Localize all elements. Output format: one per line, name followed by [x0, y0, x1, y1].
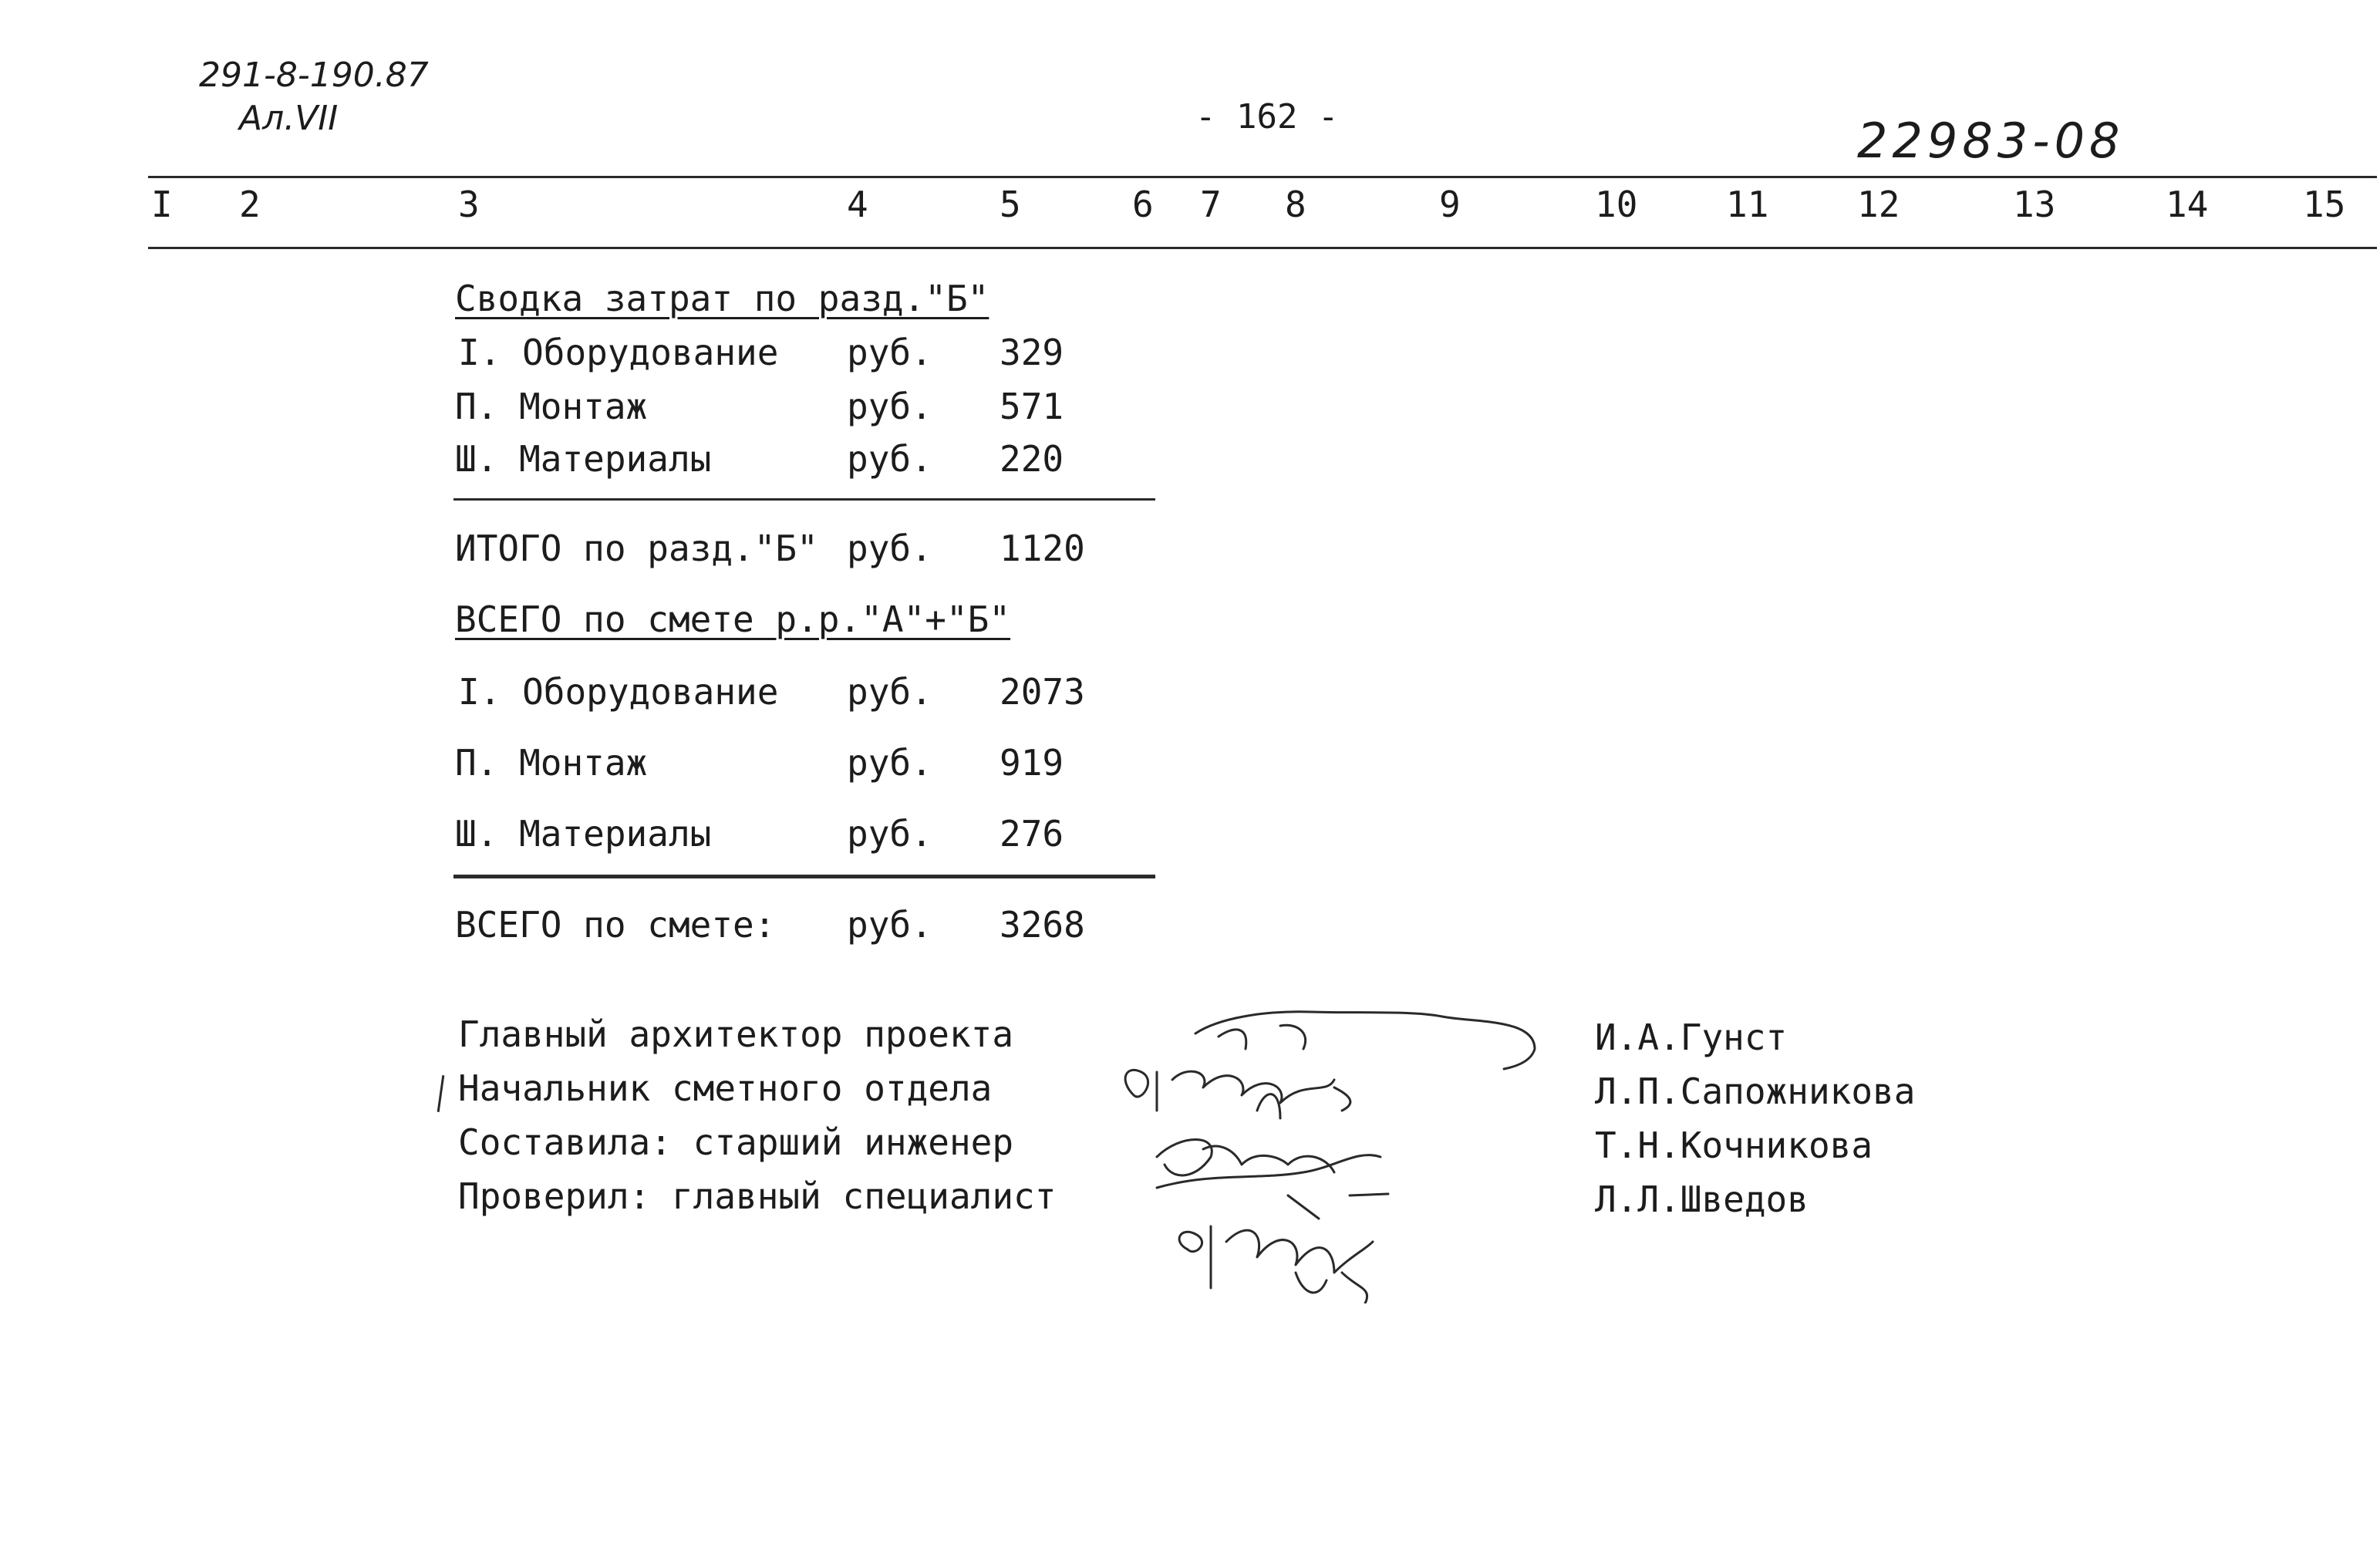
column-number: 8	[1285, 184, 1306, 225]
column-number: 2	[239, 184, 261, 225]
signatory-role: Составила: старший инженер	[458, 1121, 1014, 1163]
signatory-name: И.А.Гунст	[1595, 1017, 1788, 1058]
column-number: 10	[1595, 184, 1638, 225]
section-b-row-label: I. Оборудование	[458, 332, 779, 373]
grand-total-row-label: П. Монтаж	[455, 742, 648, 784]
section-b-row-unit: руб.	[847, 332, 932, 373]
grand-total-row-label: Ш. Материалы	[455, 813, 712, 855]
section-b-row-unit: руб.	[847, 386, 932, 427]
signatory-role: Начальник сметного отдела	[458, 1067, 993, 1109]
section-b-title: Сводка затрат по разд."Б"	[455, 278, 989, 319]
section-b-row-value: 571	[1000, 386, 1064, 427]
column-number: 14	[2166, 184, 2209, 225]
grand-total-sum-rule	[453, 875, 1155, 878]
section-b-row-value: 220	[1000, 438, 1064, 480]
album-number: Ал.VII	[239, 99, 339, 138]
column-number: 4	[847, 184, 868, 225]
column-number: 5	[1000, 184, 1021, 225]
section-b-row-unit: руб.	[847, 438, 932, 480]
grand-total-row-unit: руб.	[847, 671, 932, 713]
section-b-sum-rule	[453, 498, 1155, 501]
section-b-total-label: ИТОГО по разд."Б"	[455, 528, 818, 569]
header-top-rule	[148, 176, 2377, 178]
grand-total-row-value: 2073	[1000, 671, 1085, 713]
header-bottom-rule	[148, 247, 2377, 249]
grand-total-value: 3268	[1000, 904, 1085, 946]
handwritten-signatures	[1103, 995, 1566, 1303]
grand-total-row-unit: руб.	[847, 813, 932, 855]
section-b-row-label: П. Монтаж	[455, 386, 648, 427]
margin-mark	[437, 1075, 445, 1112]
signatory-name: Л.П.Сапожникова	[1595, 1071, 1916, 1112]
signatory-role: Проверил: главный специалист	[458, 1175, 1057, 1217]
grand-total-row-value: 919	[1000, 742, 1064, 784]
page-number: - 162 -	[1195, 97, 1339, 137]
grand-total-unit: руб.	[847, 904, 932, 946]
signatory-name: Т.Н.Кочникова	[1595, 1124, 1873, 1166]
section-b-row-label: Ш. Материалы	[455, 438, 712, 480]
signatory-role: Главный архитектор проекта	[458, 1013, 1014, 1055]
column-number: 11	[1726, 184, 1769, 225]
column-number: 12	[1857, 184, 1900, 225]
grand-total-row-label: I. Оборудование	[458, 671, 779, 713]
section-b-total-unit: руб.	[847, 528, 932, 569]
signatory-name: Л.Л.Шведов	[1595, 1178, 1809, 1220]
document-code: 291-8-190.87	[199, 56, 429, 95]
grand-total-row-unit: руб.	[847, 742, 932, 784]
grand-total-label: ВСЕГО по смете:	[455, 904, 776, 946]
grand-total-row-value: 276	[1000, 813, 1064, 855]
column-number: 6	[1132, 184, 1154, 225]
section-b-row-value: 329	[1000, 332, 1064, 373]
grand-total-title: ВСЕГО по смете р.р."А"+"Б"	[455, 598, 1011, 640]
inventory-number: 22983-08	[1857, 113, 2125, 169]
section-b-total-value: 1120	[1000, 528, 1085, 569]
column-number: 3	[458, 184, 480, 225]
column-number: 15	[2303, 184, 2346, 225]
column-number: I	[151, 184, 173, 225]
column-number: 13	[2013, 184, 2056, 225]
column-number: 9	[1439, 184, 1461, 225]
column-number: 7	[1200, 184, 1222, 225]
